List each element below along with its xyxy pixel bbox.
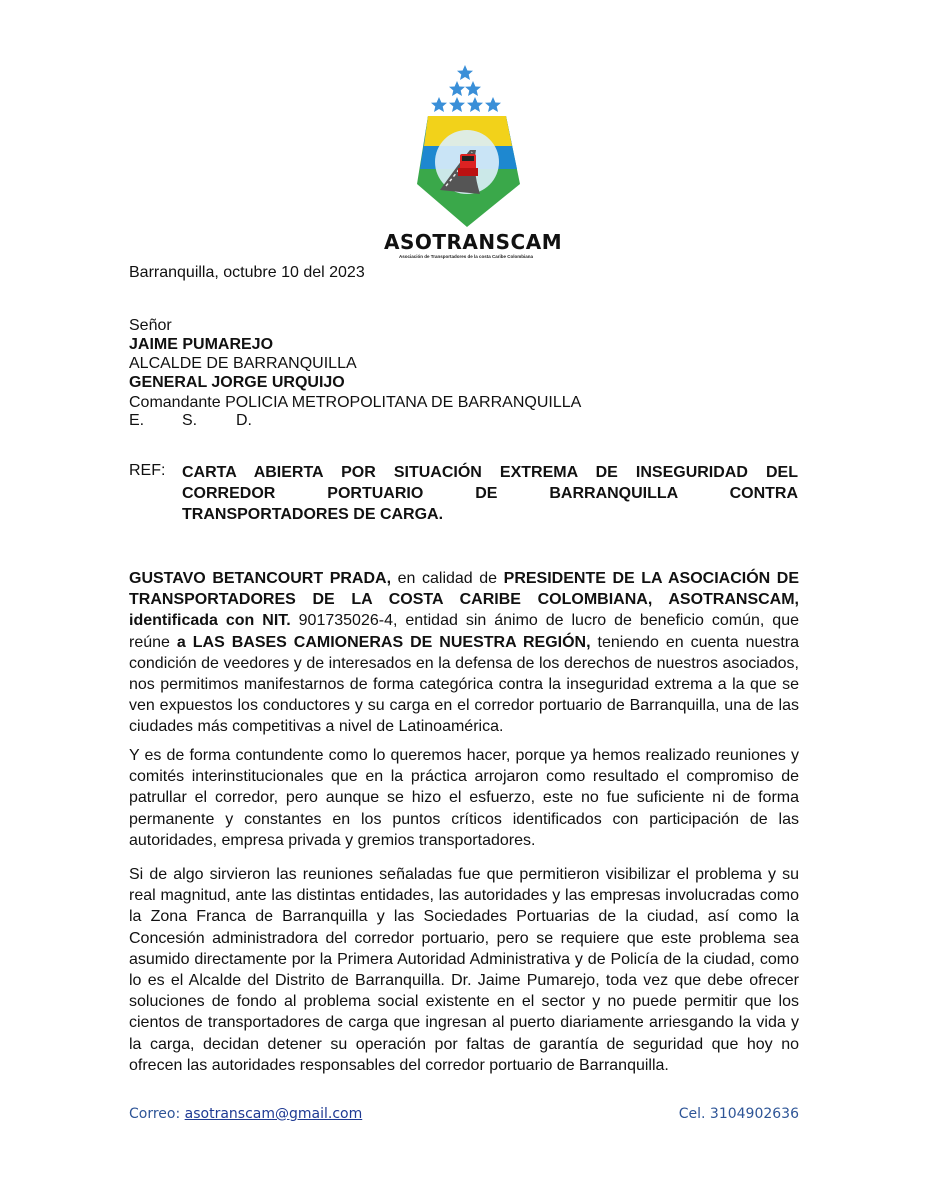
p1-text-b: 901735026-4, entidad sin ánimo de lucro de beneficio común, que reúne — [129, 612, 799, 651]
sender-name: GUSTAVO BETANCOURT PRADA, — [129, 570, 392, 587]
email-link[interactable]: asotranscam@gmail.com — [184, 1106, 363, 1122]
footer-phone: Cel. 3104902636 — [678, 1106, 799, 1122]
brand-name: ASOTRANSCAM — [384, 230, 563, 254]
stars — [431, 65, 501, 112]
paragraph-2: Y es de forma contundente como lo queremos hacer, porque ya hemos realizado reuniones y comités interinstitucionales que en la práctica arrojaron como resultado el compromiso de patrullar el corredor, pero aunque se hizo el esfuerzo, este no fue suficiente ni de forma permanente y constantes en los puntos críticos identificados con participación de las autoridades, empresa privada y gremios transportadores. — [129, 747, 799, 849]
paragraph-3: Si de algo sirvieron las reuniones señaladas fue que permitieron visibilizar el problema y su real magnitud, ante las distintas entidades, las autoridades y las empresas involucradas como la Zona Franca de Barranquilla y las Sociedades Portuarias de la ciudad, así como la Concesión administradora del corredor portuario, pero se requiere que este problema sea asumido directamente por la Primera Autoridad Administrativa y de Policía de la ciudad, como lo es el Alcalde del Distrito de Barranquilla. Dr. Jaime Pumarejo, toda vez que debe ofrecer soluciones de fondo al problema social existente en el sector y no puede permitir que los cientos de transportadores de carga que ingresan al puerto diariamente arriesgando la vida y la carga, decidan detener su operación por faltas de garantía de seguridad que hoy no ofrecen las autoridades responsables del corredor portuario de Barranquilla. — [129, 866, 799, 1074]
recipient-2-title: Comandante POLICIA METROPOLITANA DE BARRANQUILLA — [129, 394, 582, 411]
star-icon — [449, 97, 465, 112]
star-icon — [467, 97, 483, 112]
p1-bold-bases: a LAS BASES CAMIONERAS DE NUESTRA REGIÓN, — [176, 633, 591, 651]
ref-subject-part-b: TRANSPORTADORES DE CARGA. — [182, 506, 444, 523]
ref-label: REF: — [129, 462, 166, 479]
paragraph-1 — [129, 568, 799, 738]
recipient-1-name: JAIME PUMAREJO — [129, 336, 274, 353]
recipient-1-title: ALCALDE DE BARRANQUILLA — [129, 355, 357, 372]
shield-icon — [417, 116, 520, 227]
recipient-2-name: GENERAL JORGE URQUIJO — [129, 374, 345, 391]
star-icon — [431, 97, 447, 112]
star-icon — [465, 81, 481, 96]
star-icon — [485, 97, 501, 112]
esd-d: D. — [236, 412, 252, 429]
brand-tagline: Asociación de Transportadores de la costa Caribe Colombiana — [398, 254, 534, 259]
letter-date: Barranquilla, octubre 10 del 2023 — [129, 264, 365, 281]
star-icon — [457, 65, 473, 80]
p1-text-c: teniendo en cuenta nuestra condición de veedores y de interesados en la defensa de los derechos de nuestros asociados, nos permitimos manifestarnos de forma categórica contra la inseguridad extrema a la que se ven expuestos los conductores y su carga en el corredor portuario de Barranquilla, una de las ciudades más competitivas a nivel de Latinoamérica. — [129, 633, 800, 736]
esd-s: S. — [182, 412, 198, 429]
email-label: Correo: — [129, 1106, 185, 1122]
salutation: Señor — [129, 317, 172, 334]
sender-title: PRESIDENTE DE LA ASOCIACIÓN DE TRANSPORTADORES DE LA COSTA CARIBE COLOMBIANA, ASOTRANSCAM, identificada con NIT. — [129, 570, 800, 630]
star-icon — [449, 81, 465, 96]
ref-subject-part-a: CARTA ABIERTA POR SITUACIÓN EXTREMA DE INSEGURIDAD DEL CORREDOR PORTUARIO DE BARRANQUILLA CONTRA — [182, 464, 798, 502]
footer-email — [129, 1106, 362, 1122]
esd-e: E. — [129, 412, 145, 429]
p1-text-a: en calidad de — [391, 570, 504, 587]
ref-subject — [182, 462, 798, 525]
